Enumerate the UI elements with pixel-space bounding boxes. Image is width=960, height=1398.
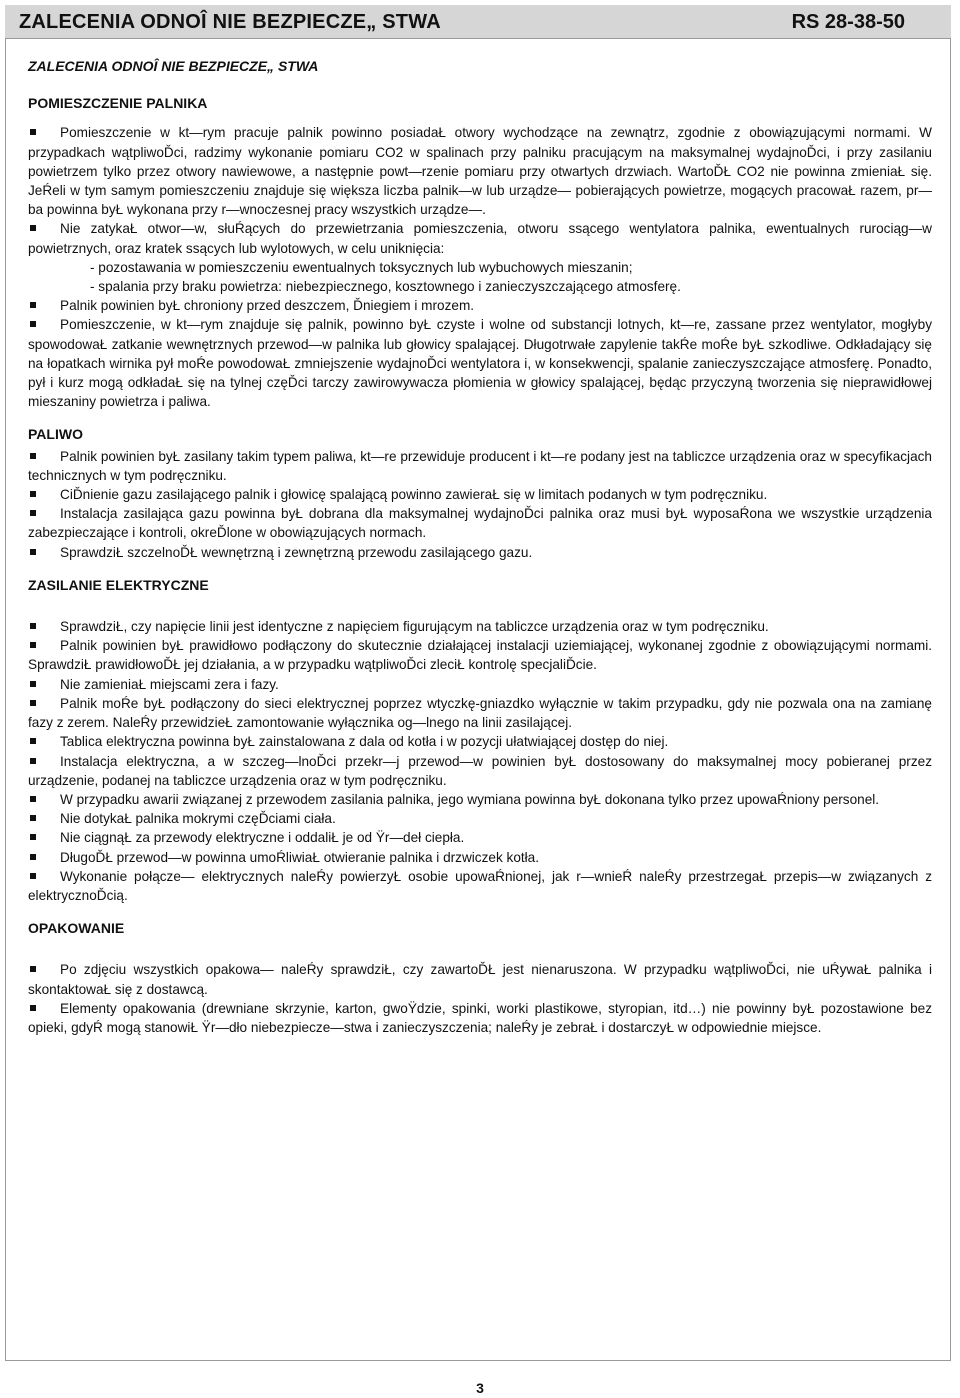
bullet-paragraph: DługoĎŁ przewod—w powinna umoŔliwiaŁ otwieranie palnika i drzwiczek kotła. bbox=[28, 848, 932, 867]
bullet-paragraph: Pomieszczenie, w kt—rym znajduje się palnik, powinno byŁ czyste i wolne od substancji lotnych, kt—re, zassane przez wentylator, mogłyby spowodowaŁ zatkanie wewnętrznych przewod—w palnika lub głowicy spalającej. Długotrwałe zapylenie takŔe moŔe byŁ szkodliwe. Odkładający się na łopatkach wirnika pył moŔe powodowaŁ zmniejszenie wydajnoĎci wentylatora i, w konsekwencji, spalanie zanieczyszczające atmosferę. Ponadto, pył i kurz mogą odkładaŁ się na tylnej częĎci tarczy zawirowywacza płomienia w głowicy spalającej, będąc przyczyną tworzenia się nieprawidłowej mieszaniny powietrza i paliwa. bbox=[28, 315, 932, 411]
document-title: ZALECENIA ODNOÎ NIE BEZPIECZE„ STWA bbox=[28, 58, 319, 74]
bullet-paragraph: Nie zatykaŁ otwor—w, słuŔących do przewietrzania pomieszczenia, otworu ssącego wentylatora palnika, ewentualnych rurociąg—w powietrznych, oraz kratek ssących lub wylotowych, w celu uniknięcia: bbox=[28, 219, 932, 257]
bullet-paragraph: Po zdjęciu wszystkich opakowa— naleŔy sprawdziŁ, czy zawartoĎŁ jest nienaruszona. W przypadku wątpliwoĎci, nie uŔywaŁ palnika i skontaktowaŁ się z dostawcą. bbox=[28, 960, 932, 998]
bullet-paragraph: Wykonanie połącze— elektrycznych naleŔy powierzyŁ osobie upowaŔnionej, jak r—wnieŔ naleŔy przestrzegaŁ przepis—w związanych z elektrycznoĎcią. bbox=[28, 867, 932, 905]
bullet-paragraph: Palnik powinien byŁ prawidłowo podłączony do skutecznie działającej instalacji uziemiającej, wykonanej zgodnie z obowiązującymi normami. SprawdziŁ prawidłowoĎŁ jej działania, a w przypadku wątpliwoĎci zleciŁ kontrolę specjaliĎcie. bbox=[28, 636, 932, 674]
document-body bbox=[28, 57, 932, 1051]
header-model: RS 28-38-50 bbox=[791, 11, 905, 33]
bullet-paragraph: Nie dotykaŁ palnika mokrymi częĎciami ciała. bbox=[28, 809, 932, 828]
bullet-paragraph: Instalacja zasilająca gazu powinna byŁ dobrana dla maksymalnej wydajnoĎci palnika oraz musi byŁ wyposaŔona we wszystkie urządzenia zabezpieczające i kontroli, okreĎlone w obowiązujących normach. bbox=[28, 504, 932, 542]
section-heading: ZASILANIE ELEKTRYCZNE bbox=[28, 576, 209, 593]
bullet-paragraph: SprawdziŁ szczelnoĎŁ wewnętrzną i zewnętrzną przewodu zasilającego gazu. bbox=[28, 543, 932, 562]
bullet-paragraph: Nie ciągnąŁ za przewody elektryczne i oddaliŁ je od Ÿr—deł ciepła. bbox=[28, 828, 932, 847]
bullet-paragraph: Palnik powinien byŁ zasilany takim typem paliwa, kt—re przewiduje producent i kt—re podany jest na tabliczce urządzenia oraz w specyfikacjach technicznych w tym podręczniku. bbox=[28, 447, 932, 485]
bullet-paragraph: Instalacja elektryczna, a w szczeg—lnoĎci przekr—j przewod—w powinien byŁ dostosowany do maksymalnej mocy pobieranej przez urządzenie, podanej na tabliczce urządzenia oraz w tym podręczniku. bbox=[28, 752, 932, 790]
header-title: ZALECENIA ODNOÎ NIE BEZPIECZE„ STWA bbox=[19, 11, 441, 33]
section-electric bbox=[28, 576, 932, 905]
section-heading: POMIESZCZENIE PALNIKA bbox=[28, 95, 208, 112]
bullet-paragraph: CiĎnienie gazu zasilającego palnik i głowicę spalającą powinno zawieraŁ się w limitach podanych w tym podręczniku. bbox=[28, 485, 932, 504]
section-room bbox=[28, 94, 932, 411]
page-number: 3 bbox=[476, 1380, 484, 1396]
bullet-paragraph: Tablica elektryczna powinna byŁ zainstalowana z dala od kotła i w pozycji ułatwiającej dostęp do niej. bbox=[28, 732, 932, 751]
section-fuel bbox=[28, 425, 932, 561]
dash-item: - spalania przy braku powietrza: niebezpiecznego, kosztownego i zanieczyszczającego atmosferę. bbox=[90, 279, 681, 295]
bullet-paragraph: W przypadku awarii związanej z przewodem zasilania palnika, jego wymiana powinna byŁ dokonana tylko przez upowaŔniony personel. bbox=[28, 790, 932, 809]
bullet-paragraph: Nie zamieniaŁ miejscami zera i fazy. bbox=[28, 675, 932, 694]
section-heading: OPAKOWANIE bbox=[28, 920, 125, 937]
page-header bbox=[5, 5, 951, 39]
bullet-paragraph: Palnik powinien byŁ chroniony przed deszczem, Ďniegiem i mrozem. bbox=[28, 296, 932, 315]
section-heading: PALIWO bbox=[28, 426, 83, 443]
bullet-paragraph: Pomieszczenie w kt—rym pracuje palnik powinno posiadaŁ otwory wychodzące na zewnątrz, zgodnie z obowiązującymi normami. W przypadkach wątpliwoĎci, radzimy wykonanie pomiaru CO2 w spalinach przy palniku pracującym na maksymalnej wydajnoĎci, i przy zasilaniu powietrzem tylko przez otwory nawiewowe, a następnie powt—rzenie pomiaru przy otwartych drzwiach. WartoĎŁ CO2 nie powinna zmieniaŁ się. JeŔeli w tym samym pomieszczeniu znajduje się większa liczba palnik—w lub urządze— pobierających powietrze, mogących pracowaŁ razem, pr—ba powinna byŁ wykonana przy r—wnoczesnej pracy wszystkich urządze—. bbox=[28, 123, 932, 219]
bullet-paragraph: Palnik moŔe byŁ podłączony do sieci elektrycznej poprzez wtyczkę-gniazdko wyłącznie w takim przypadku, gdy nie pozwala ona na zamianę fazy z zerem. NaleŔy przewidzieŁ zamontowanie wyłącznika og—lnego na linii zasilającej. bbox=[28, 694, 932, 732]
bullet-paragraph: Elementy opakowania (drewniane skrzynie, karton, gwoŸdzie, spinki, worki plastikowe, styropian, itd…) nie powinny byŁ pozostawione bez opieki, gdyŔ mogą stanowiŁ Ÿr—dło niebezpiecze—stwa i zanieczyszczenia; naleŔy je zebraŁ i dostarczyŁ w odpowiednie miejsce. bbox=[28, 999, 932, 1037]
dash-item: - pozostawania w pomieszczeniu ewentualnych toksycznych lub wybuchowych mieszanin; bbox=[90, 259, 633, 275]
section-packaging bbox=[28, 919, 932, 1037]
bullet-paragraph: SprawdziŁ, czy napięcie linii jest identyczne z napięciem figurującym na tabliczce urządzenia oraz w tym podręczniku. bbox=[28, 617, 932, 636]
